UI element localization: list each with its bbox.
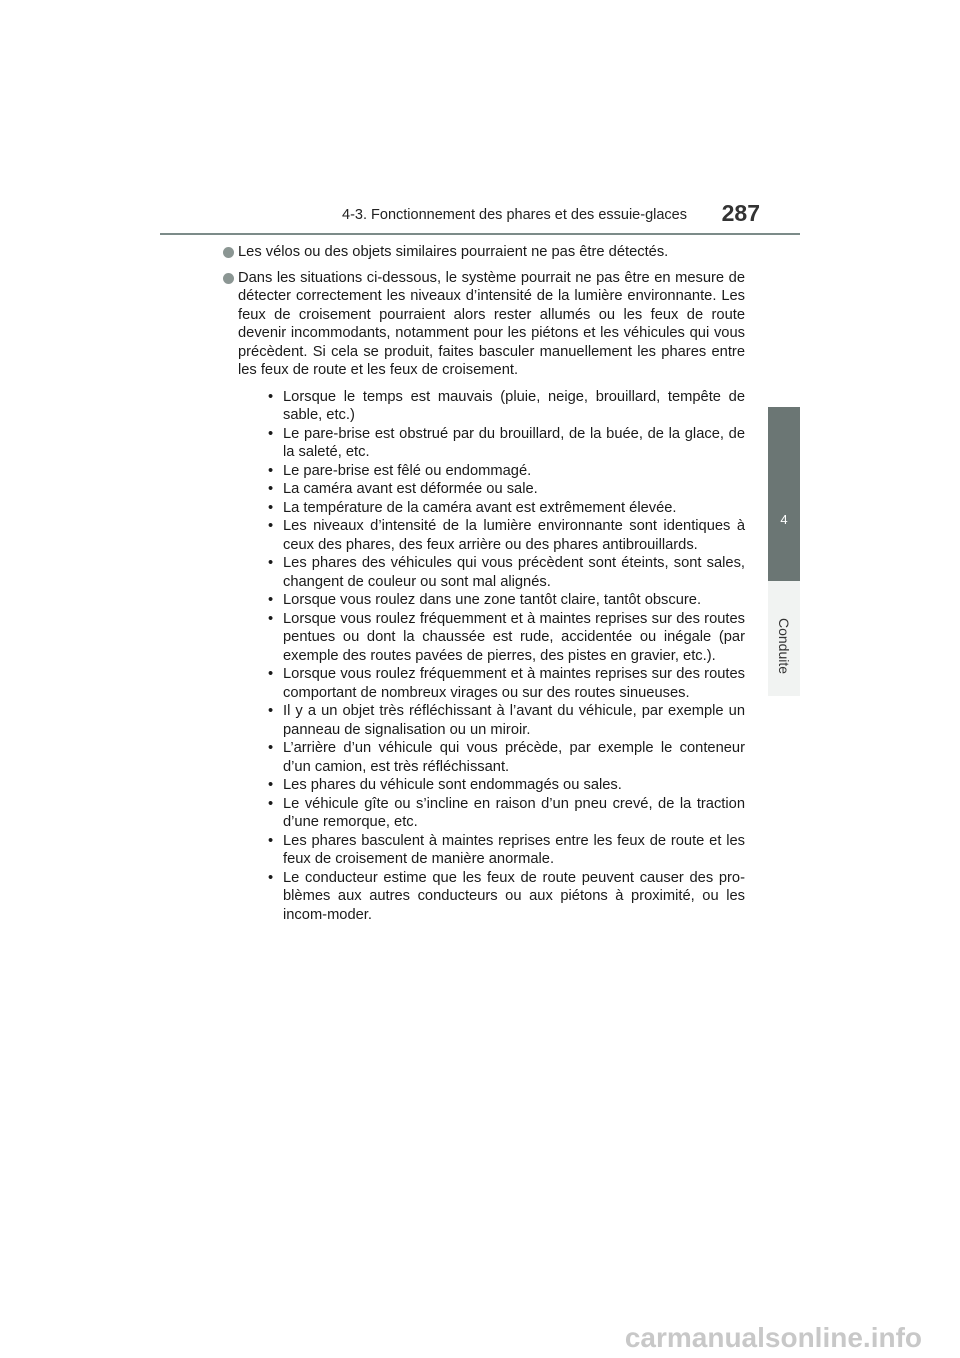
bullet-icon: • [268,832,274,849]
bullet-icon: • [268,425,274,442]
bullet-icon: • [268,462,274,479]
list-item [268,425,745,462]
watermark: carmanualsonline.info [624,1322,922,1353]
list-item [268,554,745,591]
list-item [268,462,745,481]
section-title: 4-3. Fonctionnement des phares et des essuie-glaces [342,207,687,223]
list-item [268,388,745,425]
list-item [268,610,745,666]
list-item-text: La caméra avant est déformée ou sale. [283,481,538,497]
list-item-text: Lorsque vous roulez fréquemment et à maintes reprises sur des routes comportant de nombreux virages ou sur des routes sinueuses. [283,666,745,701]
list-item-text: Lorsque vous roulez fréquemment et à maintes reprises sur des routes pentues ou dont la chaussée est rude, accidentée ou inégale (par exemple des routes pavées de pierres, des pistes en gravier, etc.). [283,610,745,664]
list-item-text: Les phares basculent à maintes reprises entre les feux de route et les feux de croisement de manière anormale. [283,832,745,867]
list-item-text: Le pare-brise est obstrué par du brouillard, de la buée, de la glace, de la saleté, etc. [283,425,745,460]
list-item [268,665,745,702]
bullet-icon: • [268,388,274,405]
list-item [268,739,745,776]
paragraph [223,269,745,925]
bullet-icon: • [268,703,274,719]
list-item [268,480,745,499]
paragraph-text: Les vélos ou des objets similaires pourraient ne pas être détectés. [238,244,669,260]
list-item [268,869,745,925]
list-item-text: Lorsque le temps est mauvais (pluie, neige, brouillard, tempête de sable, etc.) [283,388,745,423]
bullet-dot-icon [223,273,234,284]
chapter-tab [768,407,800,581]
list-item-text: Les phares du véhicule sont endommagés ou sales. [283,777,622,793]
paragraph [223,243,745,262]
list-item-text: Les niveaux d’intensité de la lumière environnante sont identiques à ceux des phares, des feux arrière ou des phares antibrouillards. [283,518,745,553]
bullet-icon: • [268,740,274,756]
header-divider [160,233,800,235]
bullet-icon: • [268,555,274,571]
list-item [268,499,745,518]
bullet-icon: • [268,610,274,627]
bullet-icon: • [268,499,274,516]
list-item [268,832,745,869]
bullet-icon: • [268,518,274,534]
bullet-icon: • [268,795,274,812]
bullet-icon: • [268,869,274,886]
bullet-icon: • [268,666,274,682]
bullet-dot-icon [223,247,234,258]
list-item [268,517,745,554]
list-item-text: Il y a un objet très réfléchissant à l’avant du véhicule, par exemple un panneau de signalisation ou un miroir. [283,703,745,738]
list-item [268,776,745,795]
list-item [268,795,745,832]
list-item-text: L’arrière d’un véhicule qui vous précède, par exemple le conteneur d’un camion, est très réfléchissant. [283,740,745,775]
bullet-icon: • [268,777,274,793]
list-item-text: Lorsque vous roulez dans une zone tantôt claire, tantôt obscure. [283,592,702,608]
chapter-label: Conduite [776,617,792,675]
list-item-text: La température de la caméra avant est extrêmement élevée. [283,499,677,516]
list-item-text: Le conducteur estime que les feux de route peuvent causer des pro-blèmes aux autres conducteurs ou aux piétons à proximité, ou les incom-moder. [283,869,745,923]
list-item-text: Les phares des véhicules qui vous précèdent sont éteints, sont sales, changent de couleur ou sont mal alignés. [283,555,745,590]
page-content [223,243,745,931]
list-item-text: Le véhicule gîte ou s’incline en raison d’un pneu crevé, de la traction d’une remorque, etc. [283,795,745,830]
conditions-list [238,388,745,925]
page-number: 287 [721,200,760,226]
paragraph-text: Dans les situations ci-dessous, le système pourrait ne pas être en mesure de détecter correctement les niveaux d’intensité de la lumière environnante. Les feux de croisement pourraient alors rester allumés ou les feux de route devenir incommodants, notamment pour les piétons et les véhicules qui vous précèdent. Si cela se produit, faites basculer manuellement les phares entre les feux de route et les feux de croisement. [238,269,745,378]
bullet-icon: • [268,592,274,608]
chapter-number: 4 [780,512,788,527]
list-item [268,591,745,610]
bullet-icon: • [268,481,274,497]
list-item [268,702,745,739]
list-item-text: Le pare-brise est fêlé ou endommagé. [283,462,532,479]
